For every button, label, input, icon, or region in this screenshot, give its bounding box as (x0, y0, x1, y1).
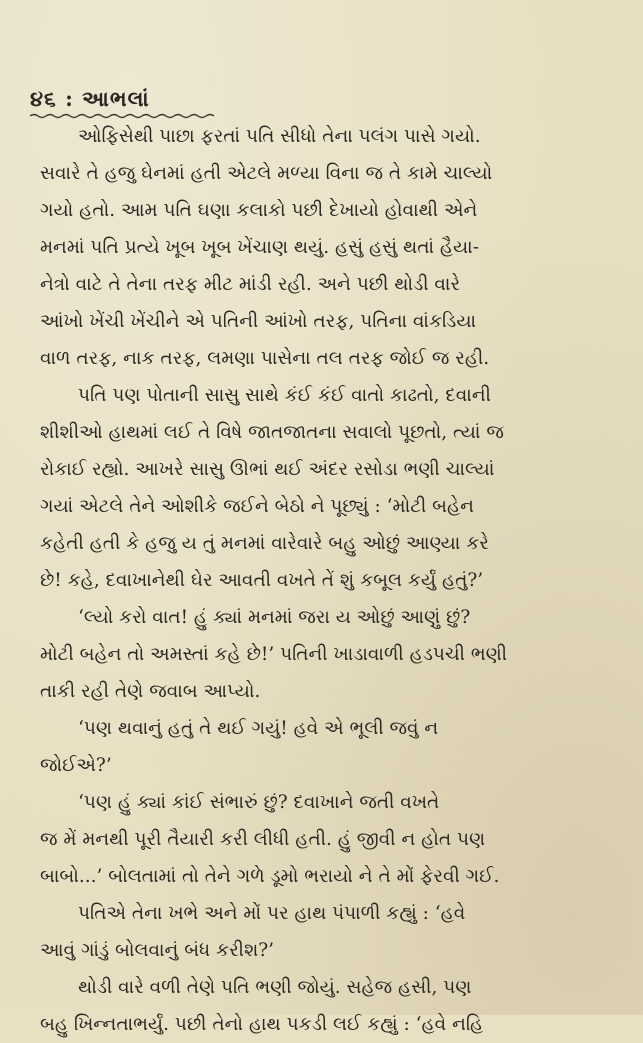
body-text (40, 118, 610, 1043)
text-line: વાળ તરફ, નાક તરફ, લમણા પાસેના તલ તરફ જોઈ જ રહી. (40, 348, 490, 369)
text-line: જ મેં મનથી પૂરી તૈયારી કરી લીધી હતી. હું જીવી ન હોત પણ (40, 829, 486, 850)
text-line: બહુ ખિન્નતાભર્યું. પછી તેનો હાથ પકડી લઈ કહ્યું : ‘હવે નહિ (40, 1014, 484, 1035)
text-line: ગયો હતો. આમ પતિ ઘણા કલાકો પછી દેખાયો હોવાથી એને (40, 200, 478, 221)
page-header: ૪૬ : આભલાં (30, 86, 150, 111)
text-line: ‘પણ હું ક્યાં કાંઈ સંભારું છું? દવાખાને જતી વખતે (78, 792, 440, 813)
text-line: આંખો ખેંચી ખેંચીને એ પતિની આંખો તરફ, પતિના વાંકડિયા (40, 311, 477, 332)
text-line: આવું ગાંડું બોલવાનું બંધ કરીશ?’ (40, 940, 275, 961)
text-line: મોટી બહેન તો અમસ્તાં કહે છે!’ પતિની ખાડાવાળી હડપચી ભણી (40, 644, 508, 665)
text-line: પતિએ તેના ખભે અને મોં પર હાથ પંપાળી કહ્યું : ‘હવે (78, 903, 466, 924)
text-line: પતિ પણ પોતાની સાસુ સાથે કંઈ કંઈ વાતો કાઢતો, દવાની (78, 385, 491, 406)
text-line: ‘લ્યો કરો વાત! હું ક્યાં મનમાં જરા ય ઓછું આણું છું? (78, 607, 471, 628)
text-line: રોકાઈ રહ્યો. આખરે સાસુ ઊભાં થઈ અંદર રસોડા ભણી ચાલ્યાં (40, 459, 495, 480)
text-line: જોઈએ?’ (40, 755, 112, 776)
text-line: મનમાં પતિ પ્રત્યે ખૂબ ખૂબ ખેંચાણ થયું. હસું હસું થતાં હૈયા- (40, 237, 479, 258)
text-line: નેત્રો વાટે તે તેના તરફ મીટ માંડી રહી. અને પછી થોડી વારે (40, 274, 461, 295)
text-line: કહેતી હતી કે હજુ ય તું મનમાં વારેવારે બહુ ઓછું આણ્યા કરે (40, 533, 489, 554)
text-line: તાકી રહી તેણે જવાબ આપ્યો. (40, 681, 261, 702)
text-line: ઓફિસેથી પાછા ફરતાં પતિ સીધો તેના પલંગ પાસે ગયો. (78, 126, 481, 147)
text-line: સવારે તે હજુ ઘેનમાં હતી એટલે મળ્યા વિના જ તે કામે ચાલ્યો (40, 163, 493, 184)
text-line: છે! કહે, દવાખાનેથી ઘેર આવતી વખતે તેં શું કબૂલ કર્યું હતું?’ (40, 570, 484, 591)
text-line: બાબો...’ બોલતામાં તો તેને ગળે ડૂમો ભરાયો ને તે મોં ફેરવી ગઈ. (40, 866, 500, 887)
text-line: થોડી વારે વળી તેણે પતિ ભણી જોયું. સહેજ હસી, પણ (78, 977, 472, 998)
text-line: ગયાં એટલે તેને ઓશીકે જઈને બેઠો ને પૂછ્યું : ‘મોટી બહેન (40, 496, 474, 517)
text-line: ‘પણ થવાનું હતું તે થઈ ગયું! હવે એ ભૂલી જવું ન (78, 718, 439, 739)
text-line: શીશીઓ હાથમાં લઈ તે વિષે જાતજાતના સવાલો પૂછતો, ત્યાં જ (40, 422, 504, 443)
